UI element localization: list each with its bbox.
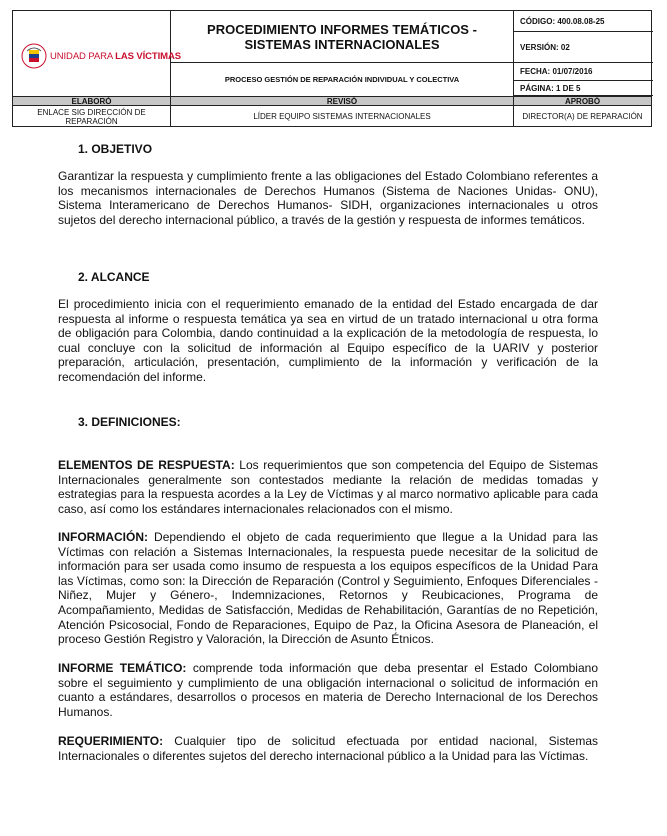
definition-term: INFORME TEMÁTICO: xyxy=(58,661,187,675)
logo-text: UNIDAD PARA LAS VÍCTIMAS xyxy=(50,50,181,62)
definition-informe-tematico xyxy=(58,661,598,719)
reviso-name: LÍDER EQUIPO SISTEMAS INTERNACIONALES xyxy=(171,106,514,127)
logo-cell xyxy=(13,11,181,96)
definition-text: Dependiendo el objeto de cada requerimiento que llegue a la Unidad para las Víctimas con relación a Sistemas Internacionales, la respuesta puede necesitar de la solicitud de información para ser usada como insumo de respuesta a los equipos específicos de la Unidad Para las Víctimas, como son: la Dirección de Reparación (Control y Seguimiento, Enfoques Diferenciales -Niñez, Mujer y Género-, Indemnizaciones, Retornos y Reubicaciones, Programa de Acompañamiento, Medidas de Satisfacción, Medidas de Rehabilitación, Garantías de no Repetición, Atención Psicosocial, Fondo de Reparaciones, Equipo de Paz, la Oficina Asesora de Planeación, el proceso Gestión Registro y Valoración, la Dirección de Asunto Étnicos. xyxy=(58,530,598,647)
role-elaboro: ELABORÓ xyxy=(13,97,171,105)
code-field: CÓDIGO: 400.08.08-25 xyxy=(514,11,653,32)
section-heading-objetivo: 1. OBJETIVO xyxy=(78,142,153,156)
role-reviso: REVISÓ xyxy=(171,97,514,105)
definition-text: Cualquier tipo de solicitud efectuada por entidad nacional, Sistemas Internacionales o diferentes sujetos del derecho internacional público a la Unidad para las Víctimas. xyxy=(58,734,598,763)
roles-names-row xyxy=(13,106,651,127)
process-cell xyxy=(171,63,514,96)
definition-requerimiento xyxy=(58,734,598,763)
definition-text: Los requerimientos que son competencia del Equipo de Sistemas Internacionales generalmente son contestados mediante la relación de medidas tomadas y estrategias para la respuesta acordes a la Ley de Víctimas y al marco normativo aplicable para cada caso, así como los estándares internacionales relacionados con el mismo. xyxy=(58,458,598,516)
definition-term: INFORMACIÓN: xyxy=(58,530,148,544)
aprobo-name: DIRECTOR(A) DE REPARACIÓN xyxy=(522,112,643,121)
section-heading-alcance: 2. ALCANCE xyxy=(78,270,150,284)
page-field: PÁGINA: 1 DE 5 xyxy=(514,81,653,96)
definition-text: comprende toda información que deba presentar el Estado Colombiano sobre el seguimiento y cumplimiento de una obligación internacional o solicitud de información en cuanto a estándares, desarrollos o procesos en materia de Derecho Internacional de los Derechos Humanos. xyxy=(58,661,598,719)
definition-term: ELEMENTOS DE RESPUESTA: xyxy=(58,458,235,472)
version-field: VERSIÓN: 02 xyxy=(514,32,653,63)
definition-elementos-respuesta xyxy=(58,458,598,516)
definition-informacion xyxy=(58,530,598,647)
alcance-paragraph: El procedimiento inicia con el requerimiento emanado de la entidad del Estado encargada de dar respuesta al informe o respuesta temática ya sea en virtud de un tratado internacional u otra forma de obligación para Colombia, dando continuidad a la explicación de la metodología de respuesta, lo cual concluye con la solicitud de información al Equipo específico de la UARIV y posterior preparación, articulación, presentación, cumplimiento de la información y verificación de la recomendación del informe. xyxy=(58,297,598,384)
document-title-line-1: PROCEDIMIENTO INFORMES TEMÁTICOS - xyxy=(207,21,477,37)
definition-term: REQUERIMIENTO: xyxy=(58,734,164,748)
roles-header-row xyxy=(13,96,651,106)
role-aprobo: APROBÓ xyxy=(564,97,601,106)
date-field: FECHA: 01/07/2016 xyxy=(514,63,653,81)
unidad-victimas-logo xyxy=(21,43,181,69)
section-heading-definiciones: 3. DEFINICIONES: xyxy=(78,415,181,429)
colombia-coat-of-arms-icon xyxy=(21,43,47,69)
document-header-table xyxy=(12,10,652,127)
document-title-cell xyxy=(171,11,514,63)
objetivo-paragraph: Garantizar la respuesta y cumplimiento frente a las obligaciones del Estado Colombiano referentes a los mecanismos internacionales de Derechos Humanos (Sistema de Naciones Unidas- ONU), Sistema Interamericano de Derechos Humanos- SIDH, organizaciones internacionales u otros sujetos del derecho internacional público, a través de la gestión y respuesta de informes temáticos. xyxy=(58,169,598,227)
process-name: PROCESO GESTIÓN DE REPARACIÓN INDIVIDUAL Y COLECTIVA xyxy=(224,75,460,84)
elaboro-name: ENLACE SIG DIRECCIÓN DE REPARACIÓN xyxy=(13,106,171,127)
document-title-line-2: SISTEMAS INTERNACIONALES xyxy=(244,36,440,52)
